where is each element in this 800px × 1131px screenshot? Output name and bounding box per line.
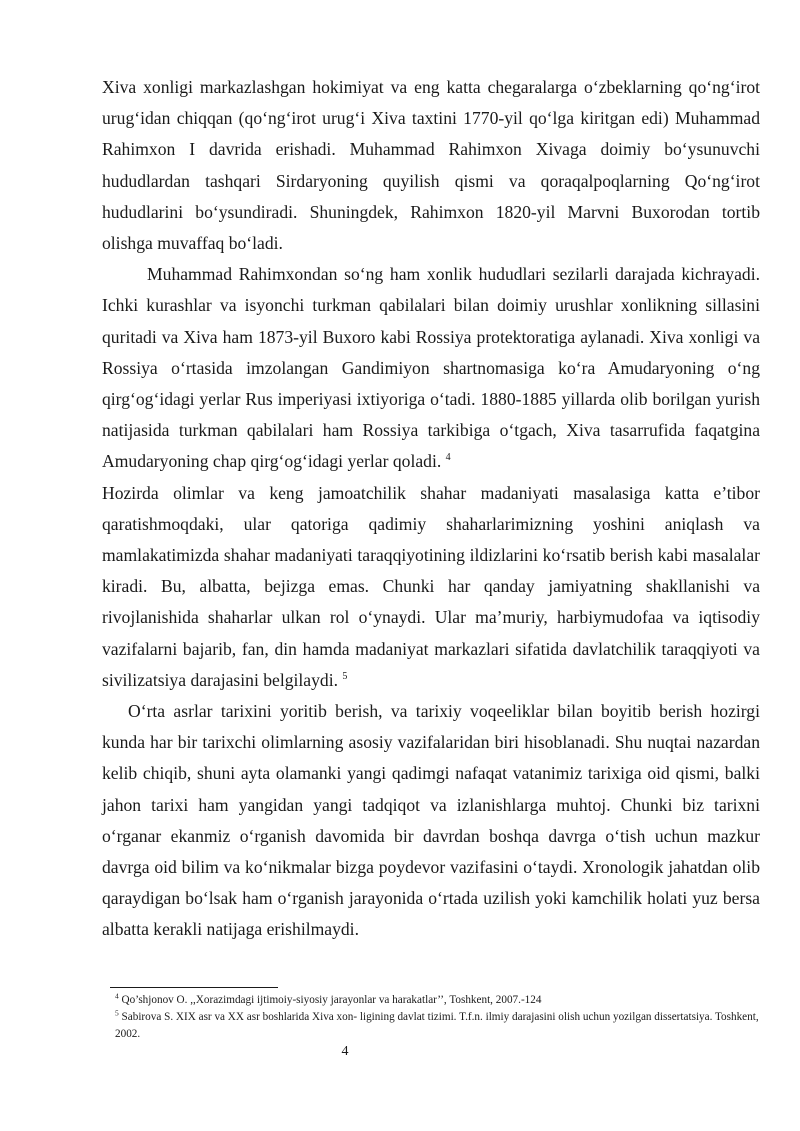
- footnote-ref-4[interactable]: 4: [445, 452, 451, 464]
- paragraph-1: Xiva xonligi markazlashgan hokimiyat va eng katta chegaralarga o‘zbeklarning qo‘ng‘irot urug‘idan chiqqan (qo‘ng‘irot urug‘i Xiva taxtini 1770-yil qo‘lga kiritgan edi) Muhammad Rahimxon I davrida erishadi. Muhammad Rahimxon Xivaga doimiy bo‘ysunuvchi hududlardan tashqari Sirdaryoning quyilish qismi va qoraqalpoqlarning Qo‘ng‘irot hududlarini bo‘ysundiradi. Shuningdek, Rahimxon 1820-yil Marvni Buxorodan tortib olishga muvaffaq bo‘ladi.: [102, 77, 760, 254]
- paragraph-3-text: Hozirda olimlar va keng jamoatchilik shahar madaniyati masalasiga katta e’tibor qaratishmoqdaki, ular qatoriga qadimiy shaharlarimizning yoshini aniqlash va mamlakatimizda shahar madaniyati taraqqiyotining ildizlarini ko‘rsatib berish kabi masalalar kiradi. Bu, albatta, bejizga emas. Chunki har qanday jamiyatning shakllanishi va rivojlanishida shaharlar ulkan rol o‘ynaydi. Ular ma’muriy, harbiymudofaa va iqtisodiy vazifalarni bajarib, fan, din hamda madaniyat markazlari sifatida davlatchilik taraqqiyoti va sivilizatsiya darajasini belgilaydi.: [102, 482, 760, 690]
- footnote-ref-5[interactable]: 5: [342, 671, 348, 682]
- footnote-5: [115, 1009, 765, 1043]
- footnote-mark: 5: [115, 1008, 119, 1018]
- paragraph-4: O‘rta asrlar tarixini yoritib berish, va tarixiy voqeeliklar bilan boyitib berish hozirgi kunda har bir tarixchi olimlarning asosiy vazifalaridan biri hisoblanadi. Shu nuqtai nazardan kelib chiqib, shuni ayta olamanki yangi qadimgi nafaqat vatanimiz tarixiga oid qismi, balki jahon tarixi ham yangidan yangi tadqiqot va izlanishlarga muhtoj. Chunki biz tarixni o‘rganar ekanmiz o‘rganish davomida bir davrdan boshqa davrga o‘tish uchun mazkur davrga oid bilim va ko‘nikmalar bizga poydevor vazifasini o‘taydi. Xronologik jahatdan olib qaraydigan bo‘lsak ham o‘rganish jarayonida o‘rtada uzilish yoki kamchilik holati yuz bersa albatta kerakli natijaga erishilmaydi.: [102, 701, 760, 940]
- footnote-4: [115, 992, 765, 1009]
- paragraph-3: [102, 478, 760, 696]
- page-number: 4: [341, 1044, 349, 1059]
- footnote-text: Sabirova S. XIX asr va XX asr boshlarida Xiva xon- ligining davlat tizimi. T.f.n. ilmiy darajasini olish uchun yozilgan dissertatsiya. Toshkent, 2002.: [115, 1011, 759, 1040]
- body-text: [102, 72, 760, 946]
- paragraph-2-text: Muhammad Rahimxondan so‘ng ham xonlik hududlari sezilarli darajada kichrayadi. Ichki kurashlar va isyonchi turkman qabilalari bilan doimiy urushlar xonlikning sillasini quritadi va Xiva ham 1873-yil Buxoro kabi Rossiya protektoratiga aylanadi. Xiva xonligi va Rossiya o‘rtasida imzolangan Gandimiyon shartnomasiga ko‘ra Amudaryoning o‘ng qirg‘og‘idagi yerlar Rus imperiyasi ixtiyoriga o‘tadi. 1880-1885 yillarda olib borilgan yurish natijasida turkman qabilalari ham Rossiya tarkibiga o‘tgach, Xiva tasarrufida faqatgina Amudaryoning chap qirg‘og‘idagi yerlar qoladi.: [102, 264, 760, 472]
- footnote-separator: [110, 987, 278, 988]
- footnote-text: Qo’shjonov O. ,,Xorazimdagi ijtimoiy-siyosiy jarayonlar va harakatlar’’, Toshkent, 2007.-124: [121, 994, 542, 1006]
- footnotes: [115, 992, 765, 1043]
- paragraph-2: [102, 259, 760, 477]
- footnote-mark: 4: [115, 991, 119, 1001]
